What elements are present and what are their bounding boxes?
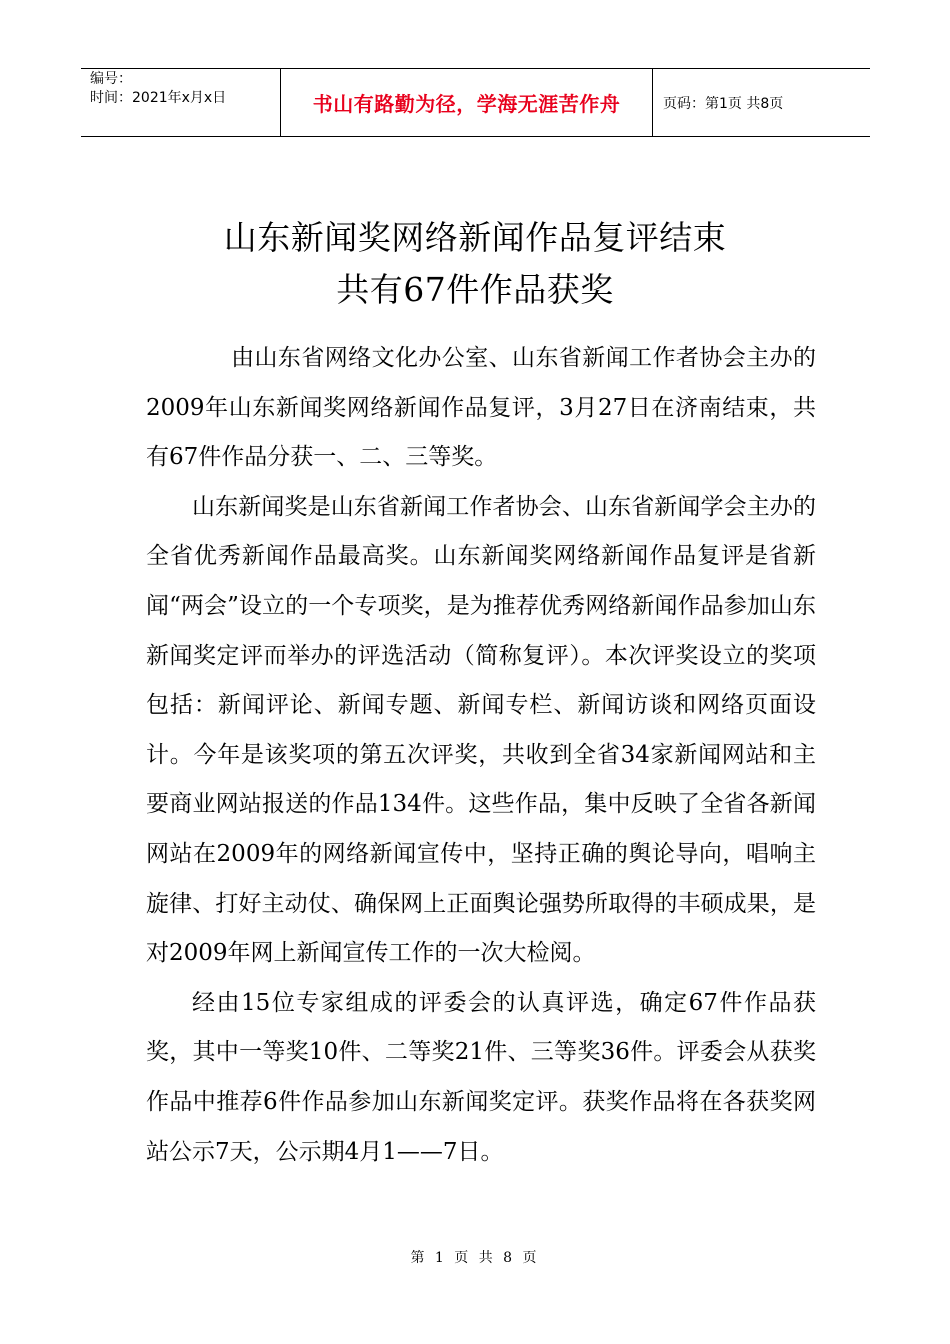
paragraph-1: 由山东省网络文化办公室、山东省新闻工作者协会主办的2009年山东新闻奖网络新闻作品复评，3月27日在济南结束，共有67件作品分获一、二、三等奖。 bbox=[146, 345, 816, 471]
paragraph-2: 山东新闻奖是山东省新闻工作者协会、山东省新闻学会主办的全省优秀新闻作品最高奖。山东新闻奖网络新闻作品复评是省新闻“两会”设立的一个专项奖，是为推荐优秀网络新闻作品参加山东新闻奖定评而举办的评选活动（简称复评）。本次评奖设立的奖项包括：新闻评论、新闻专题、新闻专栏、新闻访谈和网络页面设计。今年是该奖项的第五次评奖，共收到全省34家新闻网站和主要商业网站报送的作品134件。这些作品，集中反映了全省各新闻网站在2009年的网络新闻宣传中，坚持正确的舆论导向，唱响主旋律、打好主动仗、确保网上正面舆论强势所取得的丰硕成果，是对2009年网上新闻宣传工作的一次大检阅。 bbox=[146, 493, 816, 967]
header-motto: 书山有路勤为径，学海无涯苦作舟 bbox=[312, 92, 621, 116]
paragraph-3: 经由15位专家组成的评委会的认真评选，确定67件作品获奖，其中一等奖10件、二等奖21件、三等奖36件。评委会从获奖作品中推荐6件作品参加山东新闻奖定评。获奖作品将在各获奖网站公示7天，公示期4月1——7日。 bbox=[146, 989, 816, 1165]
title-line-1: 山东新闻奖网络新闻作品复评结束 bbox=[223, 218, 727, 257]
header-meta-cell bbox=[81, 69, 281, 136]
document-body bbox=[146, 334, 816, 1177]
header-page-cell bbox=[653, 69, 870, 136]
page-footer: 第 1 页 共 8 页 bbox=[410, 1250, 540, 1266]
header-motto-cell bbox=[281, 69, 653, 136]
document-time-label: 时间：2021年x月x日 bbox=[90, 90, 227, 106]
header-table bbox=[81, 68, 870, 137]
document-title bbox=[0, 212, 950, 316]
header-page-info: 页码：第1页 共8页 bbox=[663, 95, 784, 112]
document-number-label: 编号： bbox=[90, 71, 132, 87]
title-line-2: 共有67件作品获奖 bbox=[336, 270, 614, 309]
